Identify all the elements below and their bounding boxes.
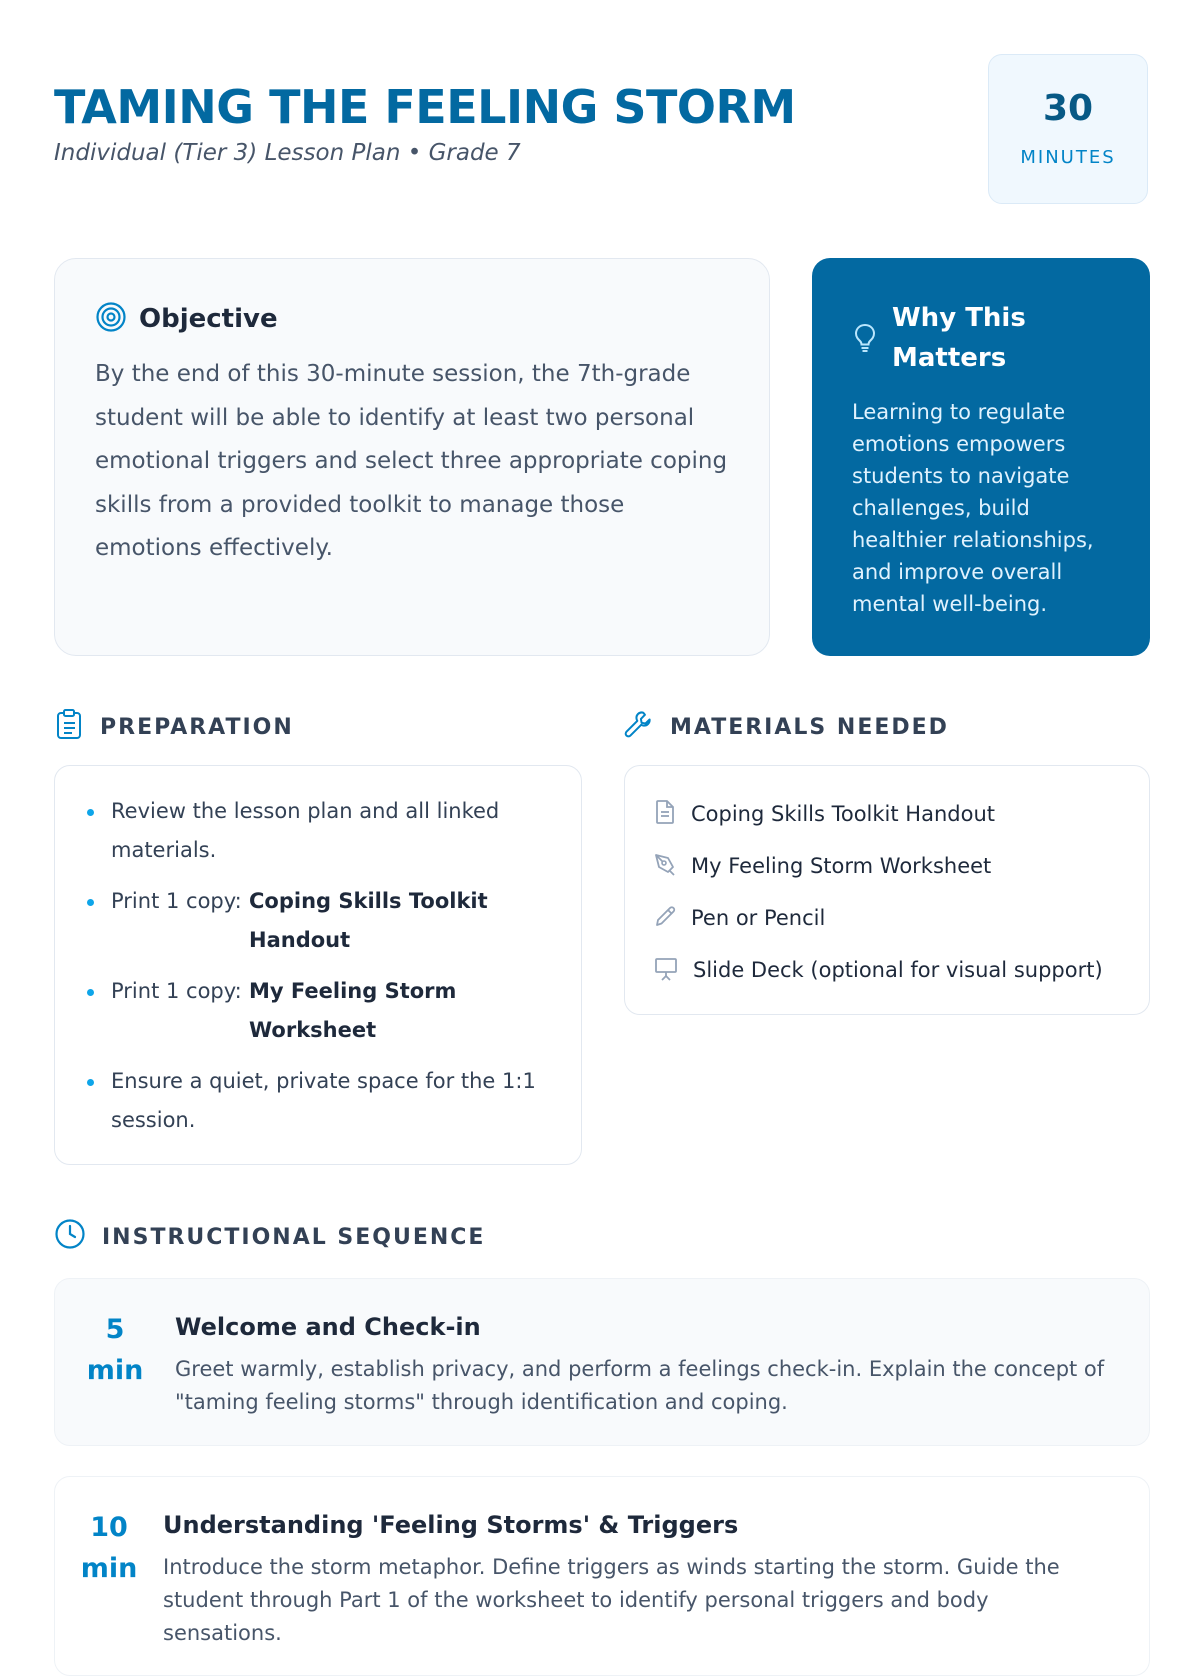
objective-heading: Objective [139,304,278,334]
page-subtitle: Individual (Tier 3) Lesson Plan • Grade 7 [54,140,521,166]
lesson-header [54,78,914,166]
why-text: Learning to regulate emotions empowers students to navigate challenges, build healthier relationships, and improve overall mental well-being. [852,400,1094,616]
sequence-header [54,1218,485,1256]
print-item: My Feeling Storm Worksheet [249,979,457,1042]
list-item [85,882,551,960]
step-duration [55,1477,163,1675]
duration-unit: MINUTES [1020,147,1116,168]
step-title: Welcome and Check-in [175,1313,481,1341]
why-heading: Why This Matters [892,303,1026,373]
list-item: Review the lesson plan and all linked materials. [85,792,551,870]
duration-badge [988,54,1148,204]
material-item [653,788,1121,840]
sequence-step [54,1476,1150,1676]
sequence-step [54,1278,1150,1446]
step-duration [55,1279,175,1445]
step-title: Understanding 'Feeling Storms' & Triggers [163,1511,739,1539]
preparation-card [54,765,582,1165]
sequence-heading: INSTRUCTIONAL SEQUENCE [102,1224,486,1250]
why-card [812,258,1150,656]
material-item [653,892,1121,944]
objective-text: By the end of this 30-minute session, the 7th-grade student will be able to identify at least two personal emotional triggers and select three appropriate coping skills from a provided toolkit to manage those emotions effectively. [95,361,728,561]
print-label: Print 1 copy: [111,889,242,913]
material-label: Coping Skills Toolkit Handout [691,802,995,826]
document-icon [653,799,677,830]
print-item: Coping Skills Toolkit Handout [249,889,488,952]
list-item [85,972,551,1050]
step-text: Introduce the storm metaphor. Define triggers as winds starting the storm. Guide the student through Part 1 of the worksheet to identify personal triggers and body sensations. [163,1555,1060,1645]
target-icon [95,301,127,337]
pencil-icon [653,903,677,934]
objective-card [54,258,770,656]
page-title: TAMING THE FEELING STORM [54,80,796,134]
wrench-icon [622,708,654,746]
materials-card [624,765,1150,1015]
material-label: My Feeling Storm Worksheet [691,854,992,878]
material-label: Slide Deck (optional for visual support) [693,958,1103,982]
preparation-header [54,708,294,746]
material-label: Pen or Pencil [691,906,826,930]
pen-nib-icon [653,851,677,882]
step-time: 5 [105,1314,125,1345]
step-time: 10 [90,1512,128,1543]
materials-heading: MATERIALS NEEDED [670,714,949,740]
print-label: Print 1 copy: [111,979,242,1003]
step-unit: min [80,1553,138,1584]
material-item [653,840,1121,892]
list-item: Ensure a quiet, private space for the 1:1 session. [85,1062,551,1140]
preparation-heading: PREPARATION [100,714,294,740]
step-text: Greet warmly, establish privacy, and perform a feelings check-in. Explain the concept of "taming feeling storms" through identification and coping. [175,1357,1105,1414]
duration-value: 30 [1042,88,1094,129]
material-item [653,944,1121,996]
lightbulb-icon [852,322,878,358]
preparation-list [85,792,551,1140]
presentation-icon [653,955,679,986]
clock-icon [54,1218,86,1256]
step-unit: min [86,1355,144,1386]
materials-header [622,708,949,746]
clipboard-icon [54,708,84,746]
